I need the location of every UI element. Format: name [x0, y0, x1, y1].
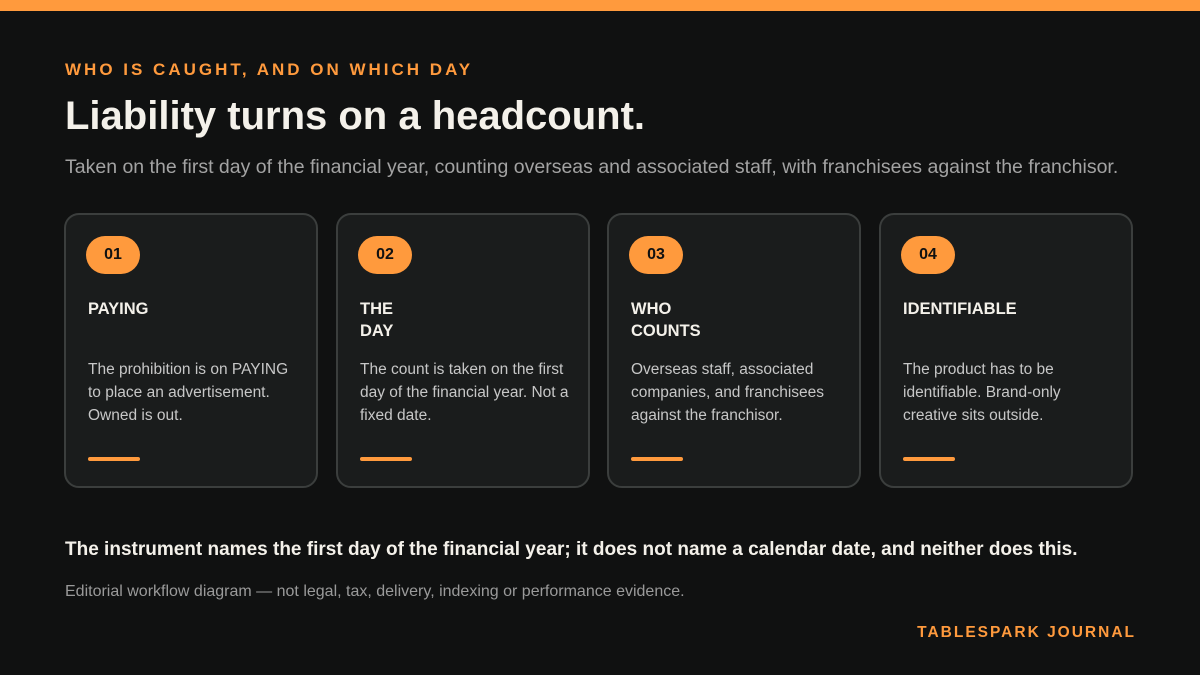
- card-accent-rule: [903, 457, 955, 461]
- card-who-counts: [607, 213, 861, 488]
- card-body: The product has to be identifiable. Brand-only creative sits outside.: [903, 361, 1061, 424]
- card-accent-rule: [360, 457, 412, 461]
- card-the-day: [336, 213, 590, 488]
- brand-wordmark: TABLESPARK JOURNAL: [917, 624, 1136, 641]
- card-title: THE DAY: [360, 300, 394, 340]
- card-identifiable: [879, 213, 1133, 488]
- disclaimer: Editorial workflow diagram — not legal, tax, delivery, indexing or performance evidence.: [65, 583, 685, 600]
- step-badge: 01: [86, 236, 140, 274]
- top-accent-bar: [0, 0, 1200, 11]
- card-title: PAYING: [88, 300, 149, 318]
- page-subtitle: Taken on the first day of the financial year, counting overseas and associated staff, with franchisees against the franchisor.: [65, 156, 1119, 178]
- card-accent-rule: [631, 457, 683, 461]
- step-badge: 04: [901, 236, 955, 274]
- step-badge: 03: [629, 236, 683, 274]
- card-body: The count is taken on the first day of the financial year. Not a fixed date.: [360, 361, 569, 424]
- page-title: Liability turns on a headcount.: [65, 94, 646, 138]
- card-paying: [64, 213, 318, 488]
- card-body: Overseas staff, associated companies, and franchisees against the franchisor.: [631, 361, 825, 424]
- key-statement: The instrument names the first day of the financial year; it does not name a calendar date, and neither does this.: [65, 539, 1078, 560]
- card-accent-rule: [88, 457, 140, 461]
- card-body: The prohibition is on PAYING to place an advertisement. Owned is out.: [88, 361, 289, 424]
- card-title: WHO COUNTS: [631, 300, 701, 340]
- eyebrow-label: WHO IS CAUGHT, AND ON WHICH DAY: [65, 60, 474, 79]
- card-title: IDENTIFIABLE: [903, 300, 1017, 318]
- step-badge: 02: [358, 236, 412, 274]
